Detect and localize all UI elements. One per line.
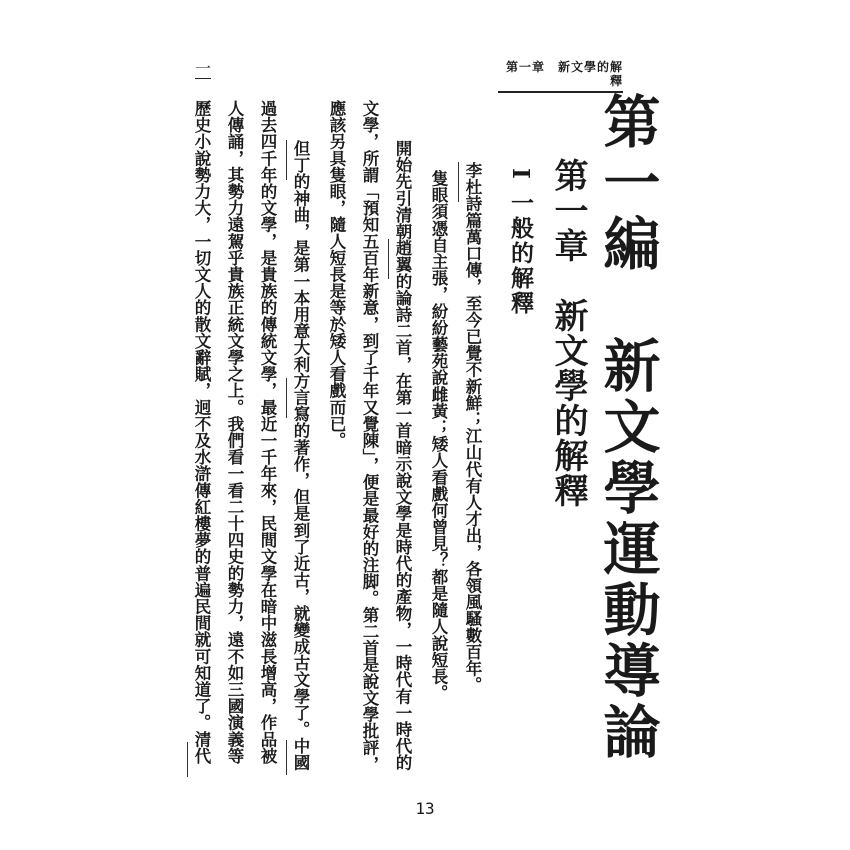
chapter-title: 第一章 新文學的解釋	[548, 158, 588, 508]
page-number: 13	[415, 799, 435, 818]
page-mark: 一	[195, 59, 212, 78]
name-mark	[286, 740, 287, 775]
name-mark	[187, 742, 188, 777]
running-header: 第一章 新文學的解釋	[498, 60, 623, 93]
paragraph-line: 應該另具隻眼，隨人短長是等於矮人看戲而已。	[327, 100, 346, 449]
paragraph-line: 但丁的神曲，是第一本用意大利方言寫的著作，但是到了近古，就變成古文學了。中國	[291, 140, 310, 771]
paragraph-line: 開始先引清朝趙翼的論詩二首，在第一首暗示說文學是時代的產物，一時代有一時代的	[393, 140, 412, 771]
name-mark	[388, 239, 389, 279]
section-heading: I 一般的解釋	[507, 168, 534, 316]
part-title: 第一編 新文學運動導論	[594, 92, 661, 763]
paragraph-line: 文學，所謂「預知五百年新意，到了千年又覺陳」，便是最好的注脚。第二首是說文學批評，	[360, 100, 379, 773]
name-mark	[286, 140, 287, 180]
name-mark	[458, 162, 459, 202]
paragraph-line: 過去四千年的文學，是貴族的傳統文學，最近一千年來，民間文學在暗中滋長增高，作品被	[258, 100, 277, 764]
paragraph-line: 人傳誦，其勢力遠駕乎貴族正統文學之上。我們看一看二十四史的勢力，遠不如三國演義等	[225, 100, 244, 764]
paragraph-line: 歷史小說勢力大，一切文人的散文辭賦，迥不及水滸傳紅樓夢的普遍民間就可知道了。清代	[192, 100, 211, 764]
poem-line-2: 隻眼須憑自主張，紛紛藝苑說雌黃；矮人看戲何曾見？都是隨人說短長。	[429, 170, 448, 702]
poem-line-1: 李杜詩篇萬口傳，至今已覺不新鮮；江山代有人才出，各領風騷數百年。	[463, 162, 482, 694]
name-mark	[286, 378, 287, 418]
